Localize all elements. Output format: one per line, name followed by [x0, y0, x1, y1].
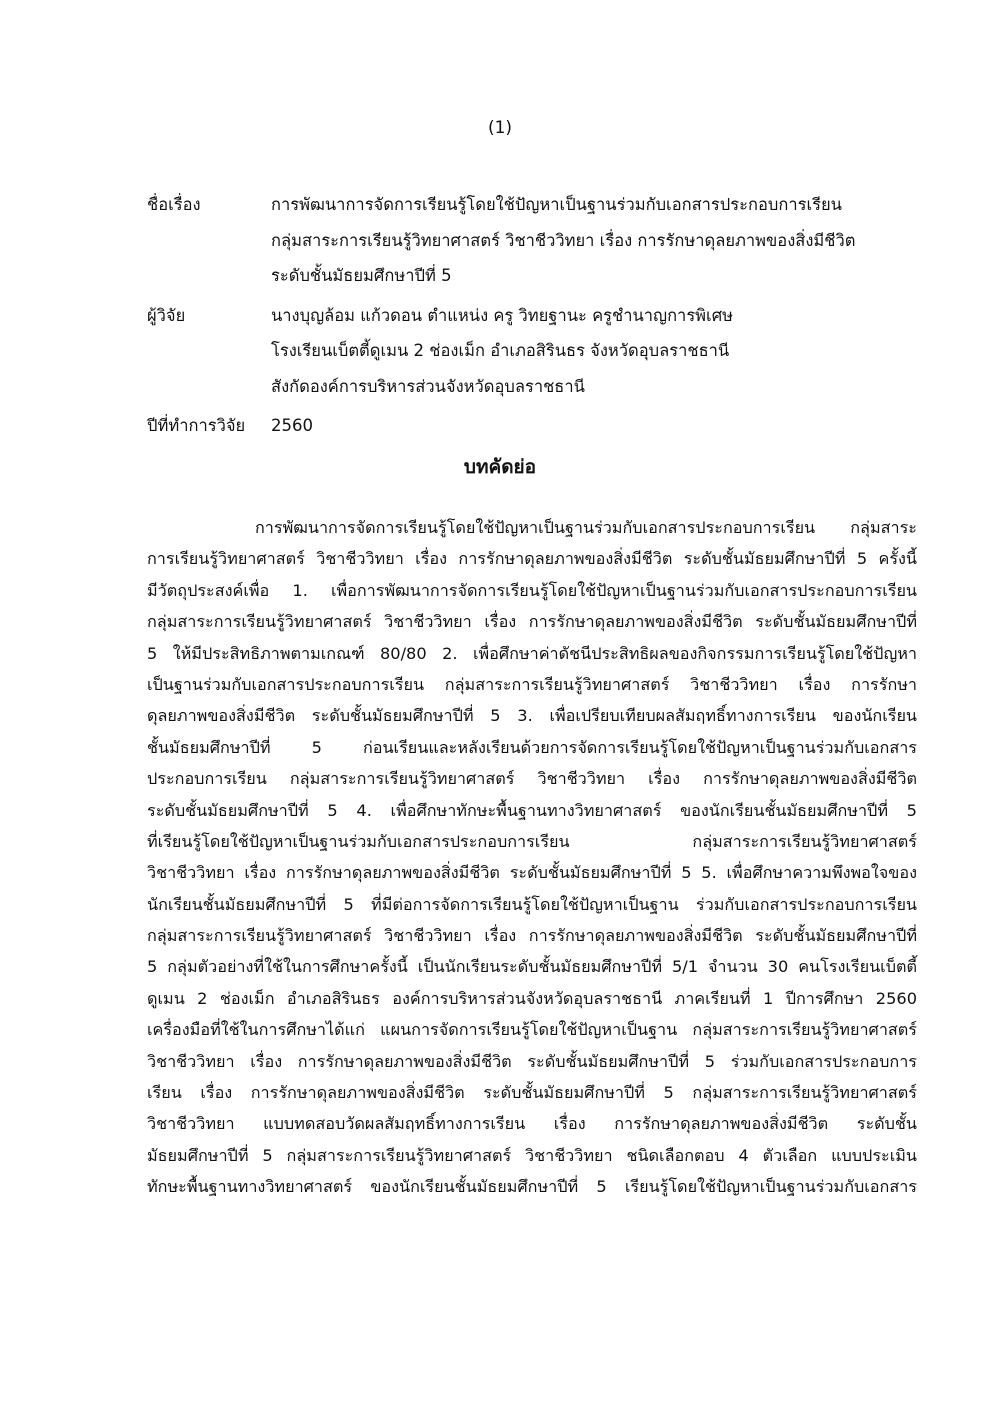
abstract-line: ดุลยภาพของสิ่งมีชีวิต ระดับชั้นมัธยมศึกษาปีที่ 5 3. เพื่อเปรียบเทียบผลสัมฤทธิ์ทางการเรียน ของนักเรียน — [147, 706, 917, 726]
abstract-line: เครื่องมือที่ใช้ในการศึกษาได้แก่ แผนการจัดการเรียนรู้โดยใช้ปัญหาเป็นฐาน กลุ่มสาระการเรียนรู้วิทยาศาสตร์ — [147, 1020, 917, 1040]
abstract-line: การเรียนรู้วิทยาศาสตร์ วิชาชีววิทยา เรื่อง การรักษาดุลยภาพของสิ่งมีชีวิต ระดับชั้นมัธยมศึกษาปีที่ 5 ครั้งนี้ — [147, 549, 917, 569]
abstract-line: กลุ่มสาระการเรียนรู้วิทยาศาสตร์ วิชาชีววิทยา เรื่อง การรักษาดุลยภาพของสิ่งมีชีวิต ระดับชั้นมัธยมศึกษาปีที่ — [147, 612, 917, 632]
abstract-line: ชั้นมัธยมศึกษาปีที่ 5 ก่อนเรียนและหลังเรียนด้วยการจัดการเรียนรู้โดยใช้ปัญหาเป็นฐานร่วมกับเอกสาร — [147, 737, 917, 757]
year-label: ปีที่ทำการวิจัย — [147, 416, 246, 435]
abstract-line: วิชาชีววิทยา เรื่อง การรักษาดุลยภาพของสิ่งมีชีวิต ระดับชั้นมัธยมศึกษาปีที่ 5 ร่วมกับเอกสารประกอบการ — [147, 1051, 917, 1071]
researcher-row — [147, 298, 927, 405]
abstract-heading: บทคัดย่อ — [463, 456, 537, 478]
abstract-line: 5 กลุ่มตัวอย่างที่ใช้ในการศึกษาครั้งนี้ เป็นนักเรียนระดับชั้นมัธยมศึกษาปีที่ 5/1 จำนวน 30 คนโรงเรียนเบ็ตตี้ — [147, 957, 917, 977]
abstract-line: การพัฒนาการจัดการเรียนรู้โดยใช้ปัญหาเป็นฐานร่วมกับเอกสารประกอบการเรียน กลุ่มสาระ — [255, 518, 917, 537]
abstract-line: 5 ให้มีประสิทธิภาพตามเกณฑ์ 80/80 2. เพื่อศึกษาค่าดัชนีประสิทธิผลของกิจกรรมการเรียนรู้โดยใช้ปัญหา — [147, 643, 917, 663]
abstract-line: เป็นฐานร่วมกับเอกสารประกอบการเรียน กลุ่มสาระการเรียนรู้วิทยาศาสตร์ วิชาชีววิทยา เรื่อง การรักษา — [147, 674, 917, 694]
abstract-line: วิชาชีววิทยา แบบทดสอบวัดผลสัมฤทธิ์ทางการเรียน เรื่อง การรักษาดุลยภาพของสิ่งมีชีวิต ระดับชั้น — [147, 1114, 917, 1134]
abstract-line: นักเรียนชั้นมัธยมศึกษาปีที่ 5 ที่มีต่อการจัดการเรียนรู้โดยใช้ปัญหาเป็นฐาน ร่วมกับเอกสารประกอบการเรียน — [147, 894, 917, 914]
title-values — [271, 187, 927, 294]
title-line: การพัฒนาการจัดการเรียนรู้โดยใช้ปัญหาเป็นฐานร่วมกับเอกสารประกอบการเรียน — [271, 195, 842, 214]
abstract-line: เรียน เรื่อง การรักษาดุลยภาพของสิ่งมีชีวิต ระดับชั้นมัธยมศึกษาปีที่ 5 กลุ่มสาระการเรียนรู้วิทยาศาสตร์ — [147, 1083, 917, 1103]
abstract-line: ทักษะพื้นฐานทางวิทยาศาสตร์ ของนักเรียนชั้นมัธยมศึกษาปีที่ 5 เรียนรู้โดยใช้ปัญหาเป็นฐานร่วมกับเอกสาร — [147, 1177, 917, 1197]
researcher-label: ผู้วิจัย — [147, 305, 186, 325]
abstract-line: มัธยมศึกษาปีที่ 5 กลุ่มสาระการเรียนรู้วิทยาศาสตร์ วิชาชีววิทยา ชนิดเลือกตอบ 4 ตัวเลือก แบบประเมิน — [147, 1145, 917, 1165]
page-number: (1) — [487, 118, 513, 138]
title-line: ระดับชั้นมัธยมศึกษาปีที่ 5 — [271, 266, 452, 285]
research-metadata — [147, 187, 927, 448]
researcher-values — [271, 298, 927, 405]
year-value: 2560 — [271, 416, 313, 435]
researcher-line: นางบุญล้อม แก้วดอน ตำแหน่ง ครู วิทยฐานะ ครูชำนาญการพิเศษ — [271, 305, 734, 325]
abstract-line: วิชาชีววิทยา เรื่อง การรักษาดุลยภาพของสิ่งมีชีวิต ระดับชั้นมัธยมศึกษาปีที่ 5 5. เพื่อศึกษาความพึงพอใจของ — [147, 863, 917, 883]
researcher-line: โรงเรียนเบ็ตตี้ดูเมน 2 ช่องเม็ก อำเภอสิรินธร จังหวัดอุบลราชธานี — [271, 341, 730, 360]
abstract-line: กลุ่มสาระการเรียนรู้วิทยาศาสตร์ วิชาชีววิทยา เรื่อง การรักษาดุลยภาพของสิ่งมีชีวิต ระดับชั้นมัธยมศึกษาปีที่ — [147, 926, 917, 946]
year-values — [271, 408, 927, 444]
abstract-line: ที่เรียนรู้โดยใช้ปัญหาเป็นฐานร่วมกับเอกสารประกอบการเรียน กลุ่มสาระการเรียนรู้วิทยาศาสตร์ — [147, 831, 917, 851]
abstract-line: ประกอบการเรียน กลุ่มสาระการเรียนรู้วิทยาศาสตร์ วิชาชีววิทยา เรื่อง การรักษาดุลยภาพของสิ่งมีชีวิต — [147, 769, 917, 789]
abstract-line: มีวัตถุประสงค์เพื่อ 1. เพื่อการพัฒนาการจัดการเรียนรู้โดยใช้ปัญหาเป็นฐานร่วมกับเอกสารประกอบการเรียน — [147, 580, 917, 600]
title-label: ชื่อเรื่อง — [147, 195, 201, 214]
researcher-line: สังกัดองค์การบริหารส่วนจังหวัดอุบลราชธานี — [271, 376, 585, 396]
abstract-line: ดูเมน 2 ช่องเม็ก อำเภอสิรินธร องค์การบริหารส่วนจังหวัดอุบลราชธานี ภาคเรียนที่ 1 ปีการศึกษา 2560 — [147, 988, 917, 1008]
abstract-line: ระดับชั้นมัธยมศึกษาปีที่ 5 4. เพื่อศึกษาทักษะพื้นฐานทางวิทยาศาสตร์ ของนักเรียนชั้นมัธยมศึกษาปีที่ 5 — [147, 800, 917, 820]
abstract-body — [147, 512, 917, 1203]
title-row — [147, 187, 927, 294]
year-row — [147, 408, 927, 444]
title-line: กลุ่มสาระการเรียนรู้วิทยาศาสตร์ วิชาชีววิทยา เรื่อง การรักษาดุลยภาพของสิ่งมีชีวิต — [271, 230, 856, 250]
